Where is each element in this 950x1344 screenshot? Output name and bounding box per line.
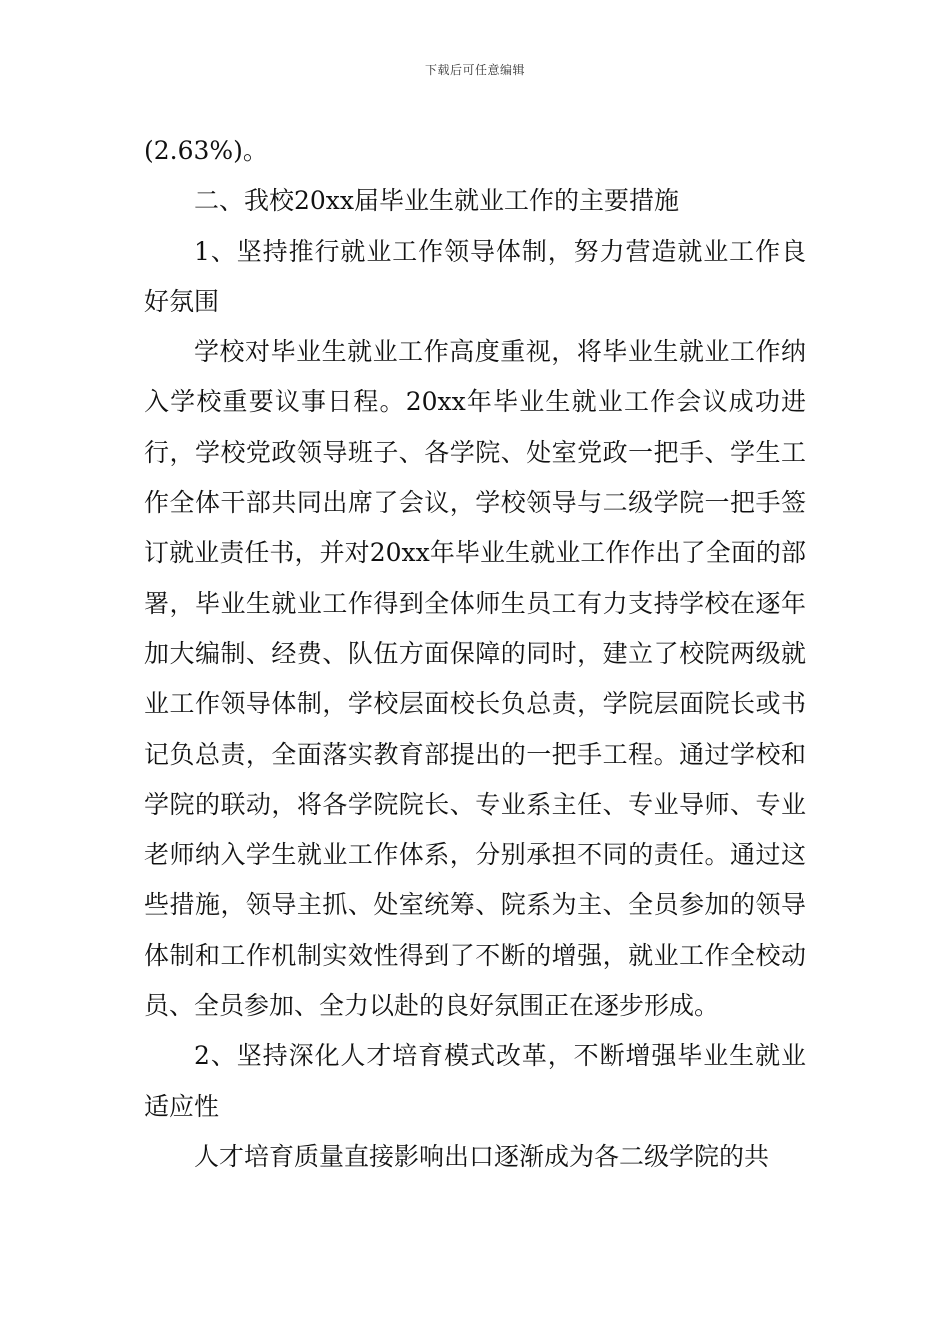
paragraph-fragment: (2.63%)。 — [144, 136, 268, 165]
subsection-heading-2: 2、坚持深化人才培育模式改革，不断增强毕业生就业适应性 — [144, 1041, 806, 1121]
body-paragraph-continued: 人才培育质量直接影响出口逐渐成为各二级学院的共 — [194, 1141, 770, 1171]
document-body — [144, 126, 806, 1182]
body-paragraph: 学校对毕业生就业工作高度重视，将毕业生就业工作纳入学校重要议事日程。20xx年毕业生就业工作会议成功进行，学校党政领导班子、各学院、处室党政一把手、学生工作全体干部共同出席了会议，学校领导与二级学院一把手签订就业责任书，并对20xx年毕业生就业工作作出了全面的部署，毕业生就业工作得到全体师生员工有力支持学校在逐年加大编制、经费、队伍方面保障的同时，建立了校院两级就业工作领导体制，学校层面校长负总责，学院层面院长或书记负总责，全面落实教育部提出的一把手工程。通过学校和学院的联动，将各学院院长、专业系主任、专业导师、专业老师纳入学生就业工作体系，分别承担不同的责任。通过这些措施，领导主抓、处室统筹、院系为主、全员参加的领导体制和工作机制实效性得到了不断的增强，就业工作全校动员、全员参加、全力以赴的良好氛围正在逐步形成。 — [144, 337, 806, 1021]
subsection-heading-1: 1、坚持推行就业工作领导体制，努力营造就业工作良好氛围 — [144, 236, 806, 316]
section-heading: 二、我校20xx届毕业生就业工作的主要措施 — [194, 186, 680, 216]
page-header: 下载后可任意编辑 — [424, 63, 525, 77]
